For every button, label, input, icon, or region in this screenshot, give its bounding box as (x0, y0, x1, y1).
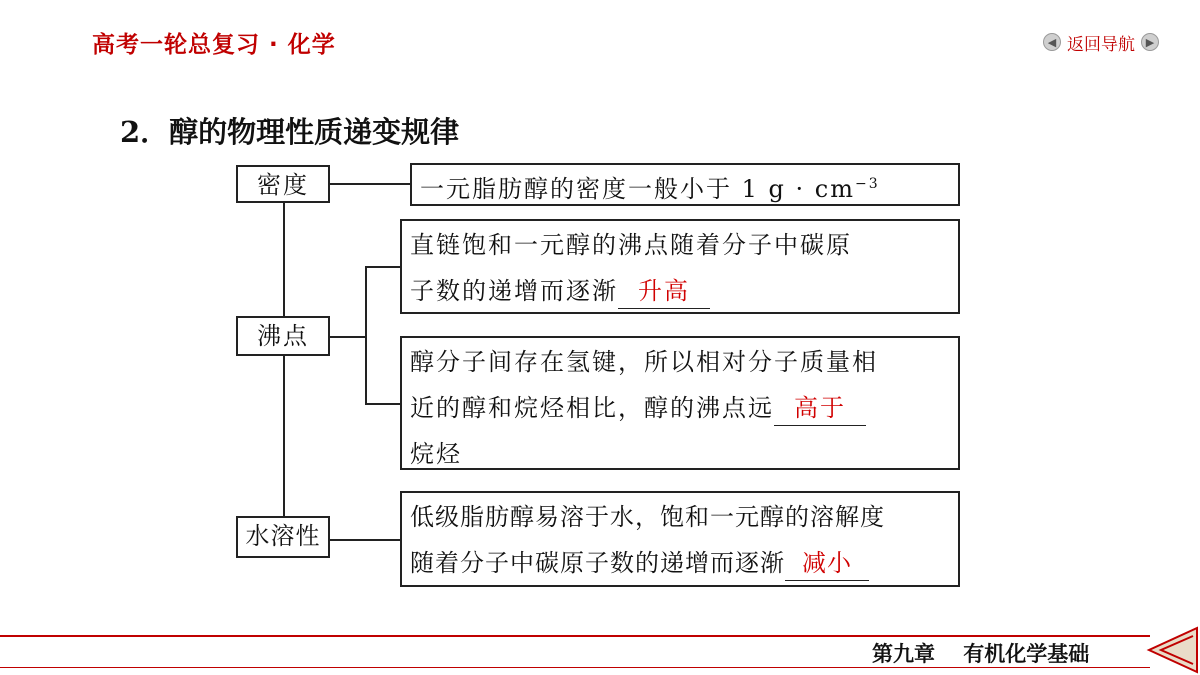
boiling-item-2-line-3: 烷烃 (410, 440, 462, 468)
label-boiling-text: 沸点 (257, 322, 309, 350)
label-boiling (236, 316, 330, 356)
answer-blank-rise: 升高 (618, 274, 710, 309)
boiling-item-2-line-1: 醇分子间存在氢键，所以相对分子质量相 (410, 348, 878, 376)
section-title: 2．醇的物理性质递变规律 (120, 115, 460, 149)
density-unit-superscript: −3 (854, 176, 880, 192)
connector-vertical-main-lower (283, 356, 285, 516)
footer-divider (0, 635, 1150, 637)
boiling-item-1 (400, 219, 960, 314)
label-solubility (236, 516, 330, 558)
course-title: 高考一轮总复习 · 化学 (92, 32, 336, 58)
boiling-item-1-line-1: 直链饱和一元醇的沸点随着分子中碳原 (410, 231, 852, 259)
label-solubility-text: 水溶性 (245, 522, 321, 550)
boiling-item-1-line-2 (410, 268, 950, 314)
return-navigation[interactable] (1043, 30, 1159, 54)
solubility-line-2-text: 随着分子中碳原子数的递增而逐渐 (410, 549, 785, 577)
density-text: 一元脂肪醇的密度一般小于 1 g · cm (420, 175, 855, 203)
connector-solubility (330, 539, 400, 541)
connector-density (330, 183, 410, 185)
solubility-line-1: 低级脂肪醇易溶于水，饱和一元醇的溶解度 (410, 503, 885, 531)
right-arrow-icon[interactable]: ▶ (1141, 33, 1159, 51)
solubility-content (400, 491, 960, 587)
label-density (236, 165, 330, 203)
label-density-text: 密度 (257, 171, 309, 199)
connector-boiling-item1 (365, 266, 400, 268)
density-content (410, 163, 960, 206)
connector-boiling-vertical (365, 266, 367, 404)
return-navigation-label[interactable]: 返回导航 (1067, 34, 1135, 55)
connector-vertical-main (283, 203, 285, 316)
boiling-item-1-line-2-text: 子数的递增而逐渐 (410, 277, 618, 305)
chapter-title: 第九章 有机化学基础 (872, 642, 1090, 666)
answer-blank-decrease: 减小 (785, 546, 869, 581)
boiling-item-2-line-2 (410, 385, 950, 431)
answer-blank-higher: 高于 (774, 391, 866, 426)
connector-boiling (330, 336, 365, 338)
boiling-item-2 (400, 336, 960, 470)
connector-boiling-item2 (365, 403, 400, 405)
solubility-line-2 (410, 540, 950, 586)
chevron-left-icon (1135, 622, 1200, 675)
left-arrow-icon[interactable]: ◀ (1043, 33, 1061, 51)
boiling-item-2-line-2-text: 近的醇和烷烃相比，醇的沸点远 (410, 394, 774, 422)
